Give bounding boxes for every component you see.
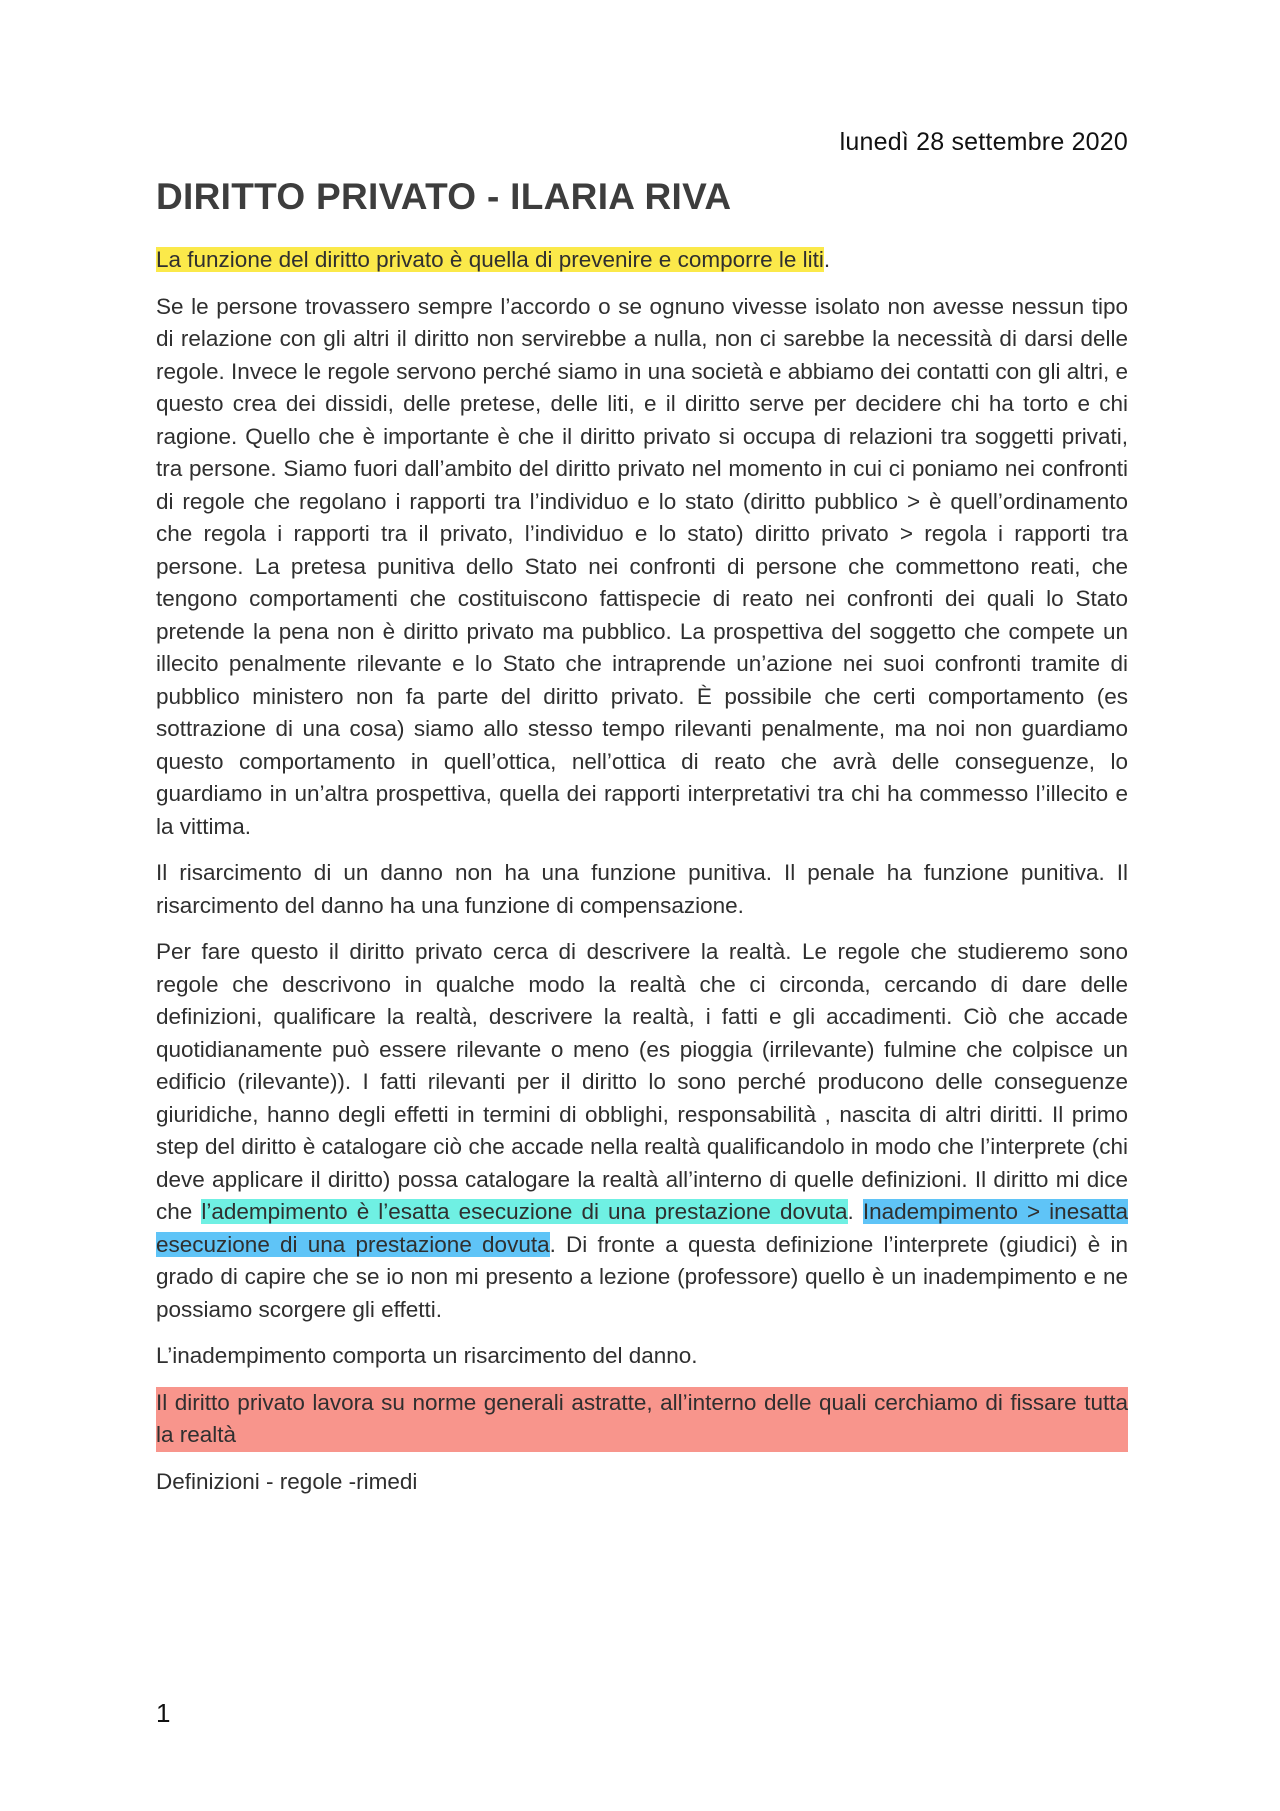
highlight-cyan: l’adempimento è l’esatta esecuzione di una prestazione dovuta	[201, 1199, 848, 1224]
highlight-blue: Inadempimento > inesatta esecuzione di una prestazione dovuta	[156, 1199, 1128, 1257]
paragraph-definitions	[156, 936, 1128, 1326]
paragraph-function	[156, 244, 1128, 277]
document-date: lunedì 28 settembre 2020	[839, 128, 1128, 156]
paragraph-function-tail: .	[823, 247, 831, 272]
paragraph-definitions-mid: .	[847, 1199, 863, 1224]
highlight-yellow: La funzione del diritto privato è quella di prevenire e comporre le liti	[156, 247, 824, 272]
paragraph-definitions-end: . Di fronte a questa definizione l’interprete (giudici) è in grado di capire che se io non mi presento a lezione (professore) quello è un inadempimento e ne possiamo scorgere gli effetti.	[156, 1231, 1128, 1322]
paragraph-summary: Definizioni - regole -rimedi	[156, 1468, 418, 1494]
paragraph-inadempimento: L’inadempimento comporta un risarcimento del danno.	[156, 1343, 698, 1368]
document-body	[156, 244, 1128, 1512]
paragraph-risarcimento: Il risarcimento di un danno non ha una funzione punitiva. Il penale ha funzione punitiva. Il risarcimento del danno ha una funzione di compensazione.	[156, 860, 1128, 918]
document-title: DIRITTO PRIVATO - ILARIA RIVA	[156, 176, 732, 217]
highlight-salmon: Il diritto privato lavora su norme generali astratte, all’interno delle quali cerchiamo di fissare tutta la realtà	[156, 1387, 1128, 1452]
paragraph-definitions-start: Per fare questo il diritto privato cerca di descrivere la realtà. Le regole che studieremo sono regole che descrivono in qualche modo la realtà che ci circonda, cercando di dare delle definizioni, qualificare la realtà, descrivere la realtà, i fatti e gli accadimenti. Ciò che accade quotidianamente può essere rilevante o meno (es pioggia (irrilevante) fulmine che colpisce un edificio (rilevante)). I fatti rilevanti per il diritto lo sono perché producono delle conseguenze giuridiche, hanno degli effetti in termini di obblighi, responsabilità , nascita di altri diritti. Il primo step del diritto è catalogare ciò che accade nella realtà qualificandolo in modo che l’interprete (chi deve applicare il diritto) possa catalogare la realtà all’interno di quelle definizioni. Il diritto mi dice che	[156, 939, 1128, 1224]
paragraph-relations: Se le persone trovassero sempre l’accordo o se ognuno vivesse isolato non avesse nessun tipo di relazione con gli altri il diritto non servirebbe a nulla, non ci sarebbe la necessità di darsi delle regole. Invece le regole servono perché siamo in una società e abbiamo dei contatti con gli altri, e questo crea dei dissidi, delle pretese, delle liti, e il diritto serve per decidere chi ha torto e chi ragione. Quello che è importante è che il diritto privato si occupa di relazioni tra soggetti privati, tra persone. Siamo fuori dall’ambito del diritto privato nel momento in cui ci poniamo nei confronti di regole che regolano i rapporti tra l’individuo e lo stato (diritto pubblico > è quell’ordinamento che regola i rapporti tra il privato, l’individuo e lo stato) diritto privato > regola i rapporti tra persone. La pretesa punitiva dello Stato nei confronti di persone che commettono reati, che tengono comportamenti che costituiscono fattispecie di reato nei confronti dei quali lo Stato pretende la pena non è diritto privato ma pubblico. La prospettiva del soggetto che compete un illecito penalmente rilevante e lo Stato che intraprende un’azione nei suoi confronti tramite di pubblico ministero non fa parte del diritto privato. È possibile che certi comportamento (es sottrazione di una cosa) siamo allo stesso tempo rilevanti penalmente, ma noi non guardiamo questo comportamento in quell’ottica, nell’ottica di reato che avrà delle conseguenze, lo guardiamo in un’altra prospettiva, quella dei rapporti interpretativi tra chi ha commesso l’illecito e la vittima.	[156, 293, 1128, 839]
page-number: 1	[156, 1698, 171, 1728]
